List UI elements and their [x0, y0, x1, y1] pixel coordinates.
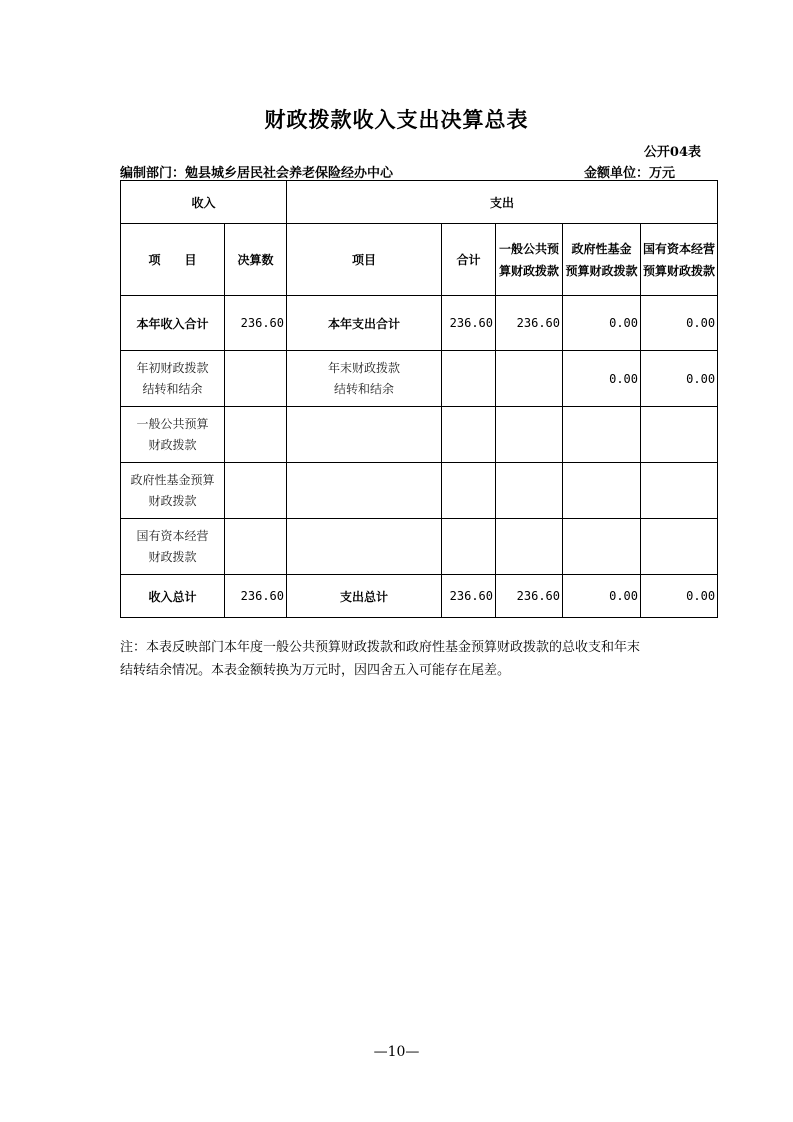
table-row [121, 351, 718, 407]
income-header: 收入 [121, 181, 287, 224]
total-value [442, 519, 496, 575]
col-item-header: 项 目 [121, 224, 225, 296]
footnote-line2: 结转结余情况。本表金额转换为万元时，因四舍五入可能存在尾差。 [120, 663, 511, 678]
fund-value: 0.00 [563, 575, 641, 618]
col-state-header-line1: 国有资本经营 [643, 241, 716, 256]
expense-item [287, 519, 442, 575]
income-item-line1: 国有资本经营 [136, 528, 209, 543]
col-state-header-line2: 预算财政拨款 [643, 263, 716, 278]
income-item-line2: 财政拨款 [148, 493, 197, 508]
col-general-header [496, 224, 563, 296]
general-value [496, 463, 563, 519]
total-value [442, 463, 496, 519]
fund-value: 0.00 [563, 351, 641, 407]
state-value: 0.00 [641, 351, 718, 407]
expense-item [287, 407, 442, 463]
income-value [225, 463, 287, 519]
form-number: 公开04表 [643, 145, 701, 160]
footnote-line1: 注：本表反映部门本年度一般公共预算财政拨款和政府性基金预算财政拨款的总收支和年末 [120, 640, 641, 655]
income-item [121, 351, 225, 407]
general-value [496, 407, 563, 463]
page-title: 财政拨款收入支出决算总表 [264, 107, 529, 132]
income-value: 236.60 [225, 575, 287, 618]
expense-item: 支出总计 [287, 575, 442, 618]
state-value [641, 407, 718, 463]
income-item [121, 519, 225, 575]
col-general-header-line1: 一般公共预 [499, 241, 560, 256]
table-row [121, 407, 718, 463]
fund-value: 0.00 [563, 296, 641, 351]
income-item-line2: 结转和结余 [142, 381, 203, 396]
expense-item: 本年支出合计 [287, 296, 442, 351]
general-value [496, 519, 563, 575]
col-total-header: 合计 [442, 224, 496, 296]
income-value: 236.60 [225, 296, 287, 351]
income-item: 本年收入合计 [121, 296, 225, 351]
preparing-department: 编制部门：勉县城乡居民社会养老保险经办中心 [120, 166, 394, 181]
col-fund-header [563, 224, 641, 296]
income-item-line1: 一般公共预算 [136, 416, 209, 431]
general-value [496, 351, 563, 407]
page-number: —10— [373, 1044, 420, 1060]
amount-unit: 金额单位：万元 [583, 166, 675, 181]
header-row-columns [121, 224, 718, 296]
col-general-header-line2: 算财政拨款 [499, 263, 560, 278]
expense-item-line1: 年末财政拨款 [328, 360, 401, 375]
fund-value [563, 407, 641, 463]
col-fund-header-line2: 预算财政拨款 [565, 263, 638, 278]
state-value [641, 519, 718, 575]
expense-header: 支出 [287, 181, 718, 224]
income-item-line2: 财政拨款 [148, 549, 197, 564]
income-item-line1: 年初财政拨款 [136, 360, 209, 375]
table-row [121, 463, 718, 519]
total-value [442, 351, 496, 407]
state-value: 0.00 [641, 575, 718, 618]
expense-item [287, 351, 442, 407]
income-item [121, 463, 225, 519]
header-row-group [121, 181, 718, 224]
total-value: 236.60 [442, 296, 496, 351]
income-item: 收入总计 [121, 575, 225, 618]
general-value: 236.60 [496, 296, 563, 351]
col-state-header [641, 224, 718, 296]
income-item-line2: 财政拨款 [148, 437, 197, 452]
col-fund-header-line1: 政府性基金 [571, 241, 632, 256]
expense-item [287, 463, 442, 519]
table-row [121, 296, 718, 351]
fiscal-summary-table [120, 180, 718, 618]
state-value [641, 463, 718, 519]
fund-value [563, 463, 641, 519]
income-item [121, 407, 225, 463]
income-item-line1: 政府性基金预算 [130, 472, 215, 487]
col-final-header: 决算数 [225, 224, 287, 296]
income-value [225, 407, 287, 463]
col-item2-header: 项目 [287, 224, 442, 296]
total-value: 236.60 [442, 575, 496, 618]
general-value: 236.60 [496, 575, 563, 618]
income-value [225, 519, 287, 575]
state-value: 0.00 [641, 296, 718, 351]
footnote [120, 636, 695, 682]
expense-item-line2: 结转和结余 [334, 381, 395, 396]
income-value [225, 351, 287, 407]
table-row [121, 519, 718, 575]
total-value [442, 407, 496, 463]
fund-value [563, 519, 641, 575]
table-row [121, 575, 718, 618]
